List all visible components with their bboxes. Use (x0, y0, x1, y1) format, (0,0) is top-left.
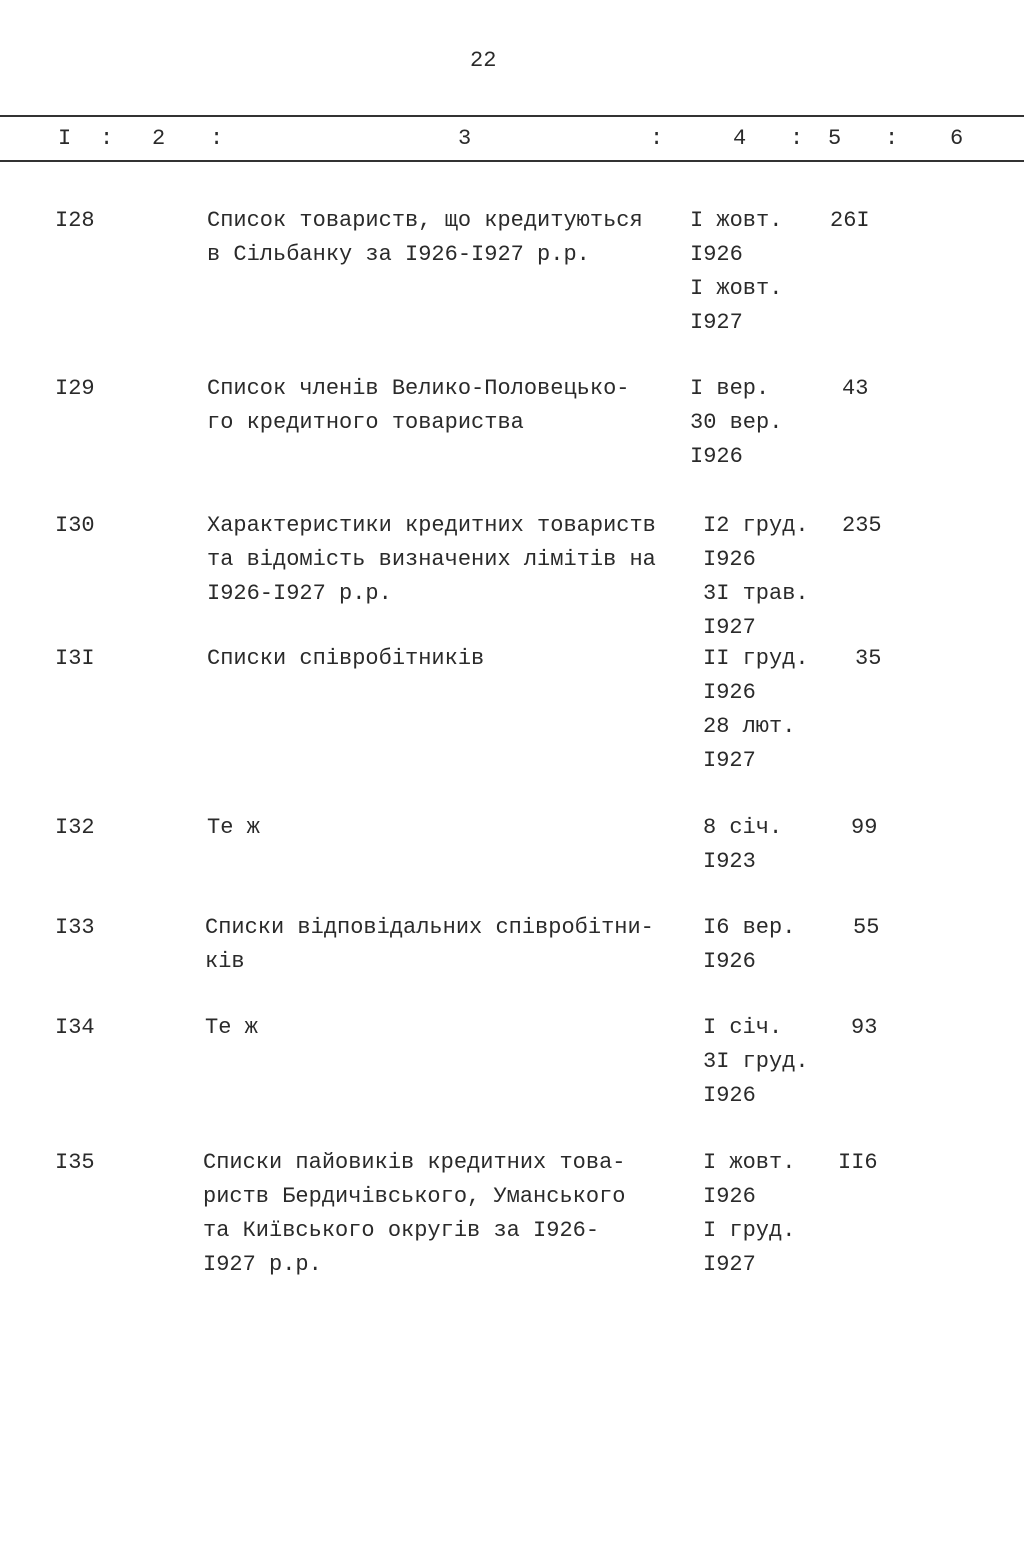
row-number: I29 (55, 376, 95, 401)
row-description-line: Список членів Велико-Половецько- (207, 376, 630, 401)
row-date-line: I926 (703, 1184, 756, 1209)
header-sep: : (100, 126, 114, 151)
row-description-line: та Київського округів за I926- (203, 1218, 600, 1243)
row-date-line: I926 (690, 444, 743, 469)
row-date-line: I жовт. (703, 1150, 796, 1175)
row-date-line: I926 (703, 949, 756, 974)
row-sheet-count: 35 (855, 646, 882, 671)
row-description-line: риств Бердичівського, Уманського (203, 1184, 626, 1209)
row-date-line: II груд. (703, 646, 809, 671)
header-sep: : (790, 126, 804, 151)
row-date-line: I січ. (703, 1015, 783, 1040)
row-date-line: 28 лют. (703, 714, 796, 739)
row-description-line: Список товариств, що кредитуються (207, 208, 643, 233)
row-number: I30 (55, 513, 95, 538)
row-date-line: I927 (703, 615, 756, 640)
header-top-rule (0, 115, 1024, 117)
row-date-line: 8 січ. (703, 815, 783, 840)
row-date-line: I926 (703, 547, 756, 572)
row-description-line: Списки співробітників (207, 646, 485, 671)
row-description-line: Те ж (205, 1015, 258, 1040)
row-date-line: I6 вер. (703, 915, 796, 940)
header-sep: : (885, 126, 899, 151)
row-number: I28 (55, 208, 95, 233)
row-date-line: 3I груд. (703, 1049, 809, 1074)
row-description-line: Характеристики кредитних товариств (207, 513, 656, 538)
row-sheet-count: 55 (853, 915, 880, 940)
row-description-line: I927 р.р. (203, 1252, 322, 1277)
header-col-2: 2 (152, 126, 166, 151)
header-col-6: 6 (950, 126, 964, 151)
row-date-line: I927 (690, 310, 743, 335)
header-col-5: 5 (828, 126, 842, 151)
row-sheet-count: 235 (842, 513, 882, 538)
row-number: I34 (55, 1015, 95, 1040)
header-sep: : (210, 126, 224, 151)
row-date-line: I жовт. (690, 276, 783, 301)
row-number: I32 (55, 815, 95, 840)
header-col-4: 4 (733, 126, 747, 151)
row-date-line: I2 груд. (703, 513, 809, 538)
row-description-line: Списки відповідальних співробітни- (205, 915, 654, 940)
row-description-line: Списки пайовиків кредитних това- (203, 1150, 626, 1175)
row-date-line: I927 (703, 1252, 756, 1277)
row-date-line: I923 (703, 849, 756, 874)
row-number: I3I (55, 646, 95, 671)
row-sheet-count: II6 (838, 1150, 878, 1175)
row-sheet-count: 99 (851, 815, 878, 840)
row-date-line: 3I трав. (703, 581, 809, 606)
row-description-line: го кредитного товариства (207, 410, 524, 435)
row-sheet-count: 43 (842, 376, 869, 401)
header-bottom-rule (0, 160, 1024, 162)
row-description-line: Те ж (207, 815, 260, 840)
row-date-line: I926 (690, 242, 743, 267)
row-sheet-count: 26I (830, 208, 870, 233)
row-description-line: ків (205, 949, 245, 974)
header-col-3: 3 (458, 126, 472, 151)
row-date-line: I груд. (703, 1218, 796, 1243)
row-date-line: I926 (703, 1083, 756, 1108)
row-number: I33 (55, 915, 95, 940)
header-col-1: I (58, 126, 72, 151)
header-sep: : (650, 126, 664, 151)
row-date-line: I жовт. (690, 208, 783, 233)
row-date-line: I926 (703, 680, 756, 705)
row-number: I35 (55, 1150, 95, 1175)
row-description-line: та відомість визначених лімітів на (207, 547, 656, 572)
row-description-line: в Сільбанку за I926-I927 р.р. (207, 242, 590, 267)
row-description-line: I926-I927 р.р. (207, 581, 392, 606)
row-date-line: I вер. (690, 376, 770, 401)
row-date-line: 30 вер. (690, 410, 783, 435)
page-number: 22 (470, 48, 497, 73)
row-date-line: I927 (703, 748, 756, 773)
row-sheet-count: 93 (851, 1015, 878, 1040)
